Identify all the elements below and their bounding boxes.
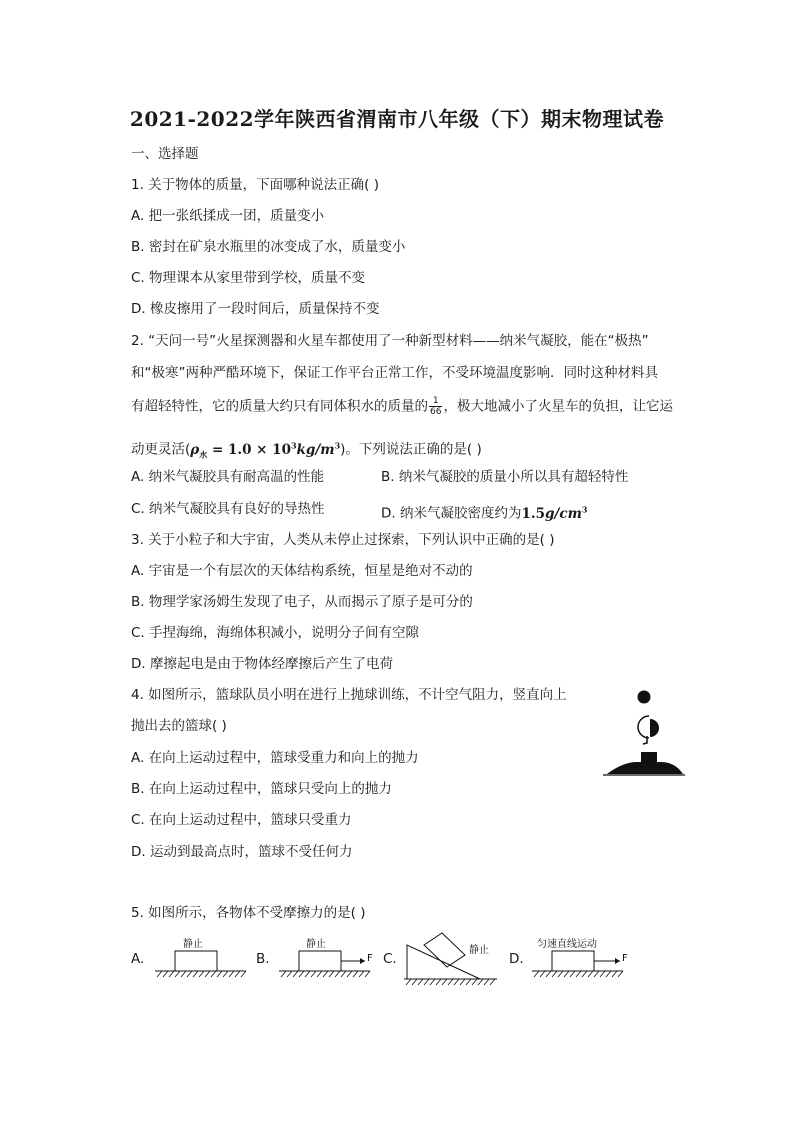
- question-2-option-d: [381, 500, 587, 523]
- question-1-option-c: C. 物理课本从家里带到学校，质量不变: [131, 270, 366, 286]
- force-arrow-icon: [615, 958, 620, 964]
- question-2-line-1: 2. “天问一号”火星探测器和火星车都使用了一种新型材料——纳米气凝胶，能在“极热”: [131, 333, 649, 349]
- question-3-option-c: C. 手捏海绵，海绵体积减小，说明分子间有空隙: [131, 625, 420, 641]
- question-4-option-b: B. 在向上运动过程中，篮球只受向上的抛力: [131, 781, 392, 797]
- density-exponent: 3: [290, 440, 297, 450]
- rho-symbol: ρ: [190, 441, 200, 458]
- question-4-option-a: A. 在向上运动过程中，篮球受重力和向上的抛力: [131, 750, 419, 766]
- density-value: = 1.0 × 10: [207, 441, 291, 458]
- water-density-formula: [190, 442, 340, 458]
- figure-b-label: 静止: [306, 939, 326, 950]
- exam-title: 2021-2022学年陕西省渭南市八年级（下）期末物理试卷: [129, 107, 665, 131]
- question-2-line-4-text: 动更灵活(: [131, 441, 191, 458]
- question-1-stem: 1. 关于物体的质量，下面哪种说法正确( ): [131, 177, 379, 193]
- question-4-option-c: C. 在向上运动过程中，篮球只受重力: [131, 812, 352, 828]
- rho-subscript: 水: [199, 449, 208, 460]
- question-1-option-b: B. 密封在矿泉水瓶里的冰变成了水，质量变小: [131, 239, 406, 255]
- question-3-stem: 3. 关于小粒子和大宇宙，人类从未停止过探索，下列认识中正确的是( ): [131, 532, 555, 548]
- question-2-line-4-tail: )。下列说法正确的是( ): [340, 441, 482, 458]
- question-5-option-d: D.: [509, 951, 524, 967]
- figure-b-force-label: F: [367, 953, 373, 964]
- aerogel-density-value: 1.5: [521, 505, 545, 522]
- figure-c-block-on-incline: [402, 925, 506, 987]
- aerogel-density-formula: [521, 506, 587, 522]
- figure-a-label: 静止: [183, 939, 203, 950]
- question-2-option-b: B. 纳米气凝胶的质量小所以具有超轻特性: [381, 469, 629, 485]
- question-2-option-a: A. 纳米气凝胶具有耐高温的性能: [131, 469, 325, 485]
- question-5-option-c: C.: [383, 951, 397, 967]
- question-1-option-a: A. 把一张纸揉成一团，质量变小: [131, 208, 325, 224]
- question-2-line-3-tail: ，极大地减小了火星车的负担，让它运: [443, 398, 673, 415]
- question-4-line-1: 4. 如图所示，篮球队员小明在进行上抛球训练，不计空气阻力，竖直向上: [131, 687, 567, 703]
- question-2-line-3: [131, 396, 673, 417]
- figure-d-label: 匀速直线运动: [537, 939, 597, 950]
- question-2-line-2: 和“极寒”两种严酷环境下，保证工作平台正常工作，不受环境温度影响．同时这种材料具: [131, 365, 658, 381]
- fraction-denominator: 66: [430, 407, 442, 417]
- question-2-option-d-text: D. 纳米气凝胶密度约为: [381, 505, 522, 522]
- density-unit: kg/m: [296, 441, 335, 458]
- question-4-line-2: 抛出去的篮球( ): [131, 718, 227, 734]
- aerogel-density-unit: g/cm: [544, 505, 582, 522]
- fraction-numerator: 1: [429, 396, 442, 407]
- question-3-option-a: A. 宇宙是一个有层次的天体结构系统，恒星是绝对不动的: [131, 563, 473, 579]
- question-4-option-d: D. 运动到最高点时，篮球不受任何力: [131, 844, 353, 860]
- density-unit-exponent: 3: [334, 440, 341, 450]
- player-head-icon: [650, 719, 659, 737]
- section-heading: 一、选择题: [131, 146, 199, 162]
- figure-b-static-block-with-force: [277, 934, 377, 984]
- question-5-stem: 5. 如图所示，各物体不受摩擦力的是( ): [131, 905, 366, 921]
- figure-c-label: 静止: [469, 945, 489, 956]
- fraction-one-over-66: [429, 396, 442, 417]
- question-3-option-b: B. 物理学家汤姆生发现了电子，从而揭示了原子是可分的: [131, 594, 473, 610]
- question-2-option-c: C. 纳米气凝胶具有良好的导热性: [131, 501, 325, 517]
- basketball-icon: [638, 691, 651, 704]
- question-2-line-3-text: 有超轻特性，它的质量大约只有同体积水的质量的: [131, 398, 428, 415]
- player-body-icon: [641, 752, 657, 764]
- question-5-option-a: A.: [131, 951, 145, 967]
- figure-a-static-block: [153, 934, 248, 984]
- basketball-player-figure: [603, 686, 685, 781]
- figure-d-uniform-motion-block: [530, 934, 635, 984]
- aerogel-density-exponent: 3: [581, 504, 588, 514]
- figure-d-force-label: F: [622, 953, 628, 964]
- force-arrow-icon: [360, 958, 365, 964]
- question-5-option-b: B.: [256, 951, 270, 967]
- question-2-line-4: [131, 436, 482, 463]
- question-1-option-d: D. 橡皮擦用了一段时间后，质量保持不变: [131, 301, 380, 317]
- question-3-option-d: D. 摩擦起电是由于物体经摩擦后产生了电荷: [131, 656, 393, 672]
